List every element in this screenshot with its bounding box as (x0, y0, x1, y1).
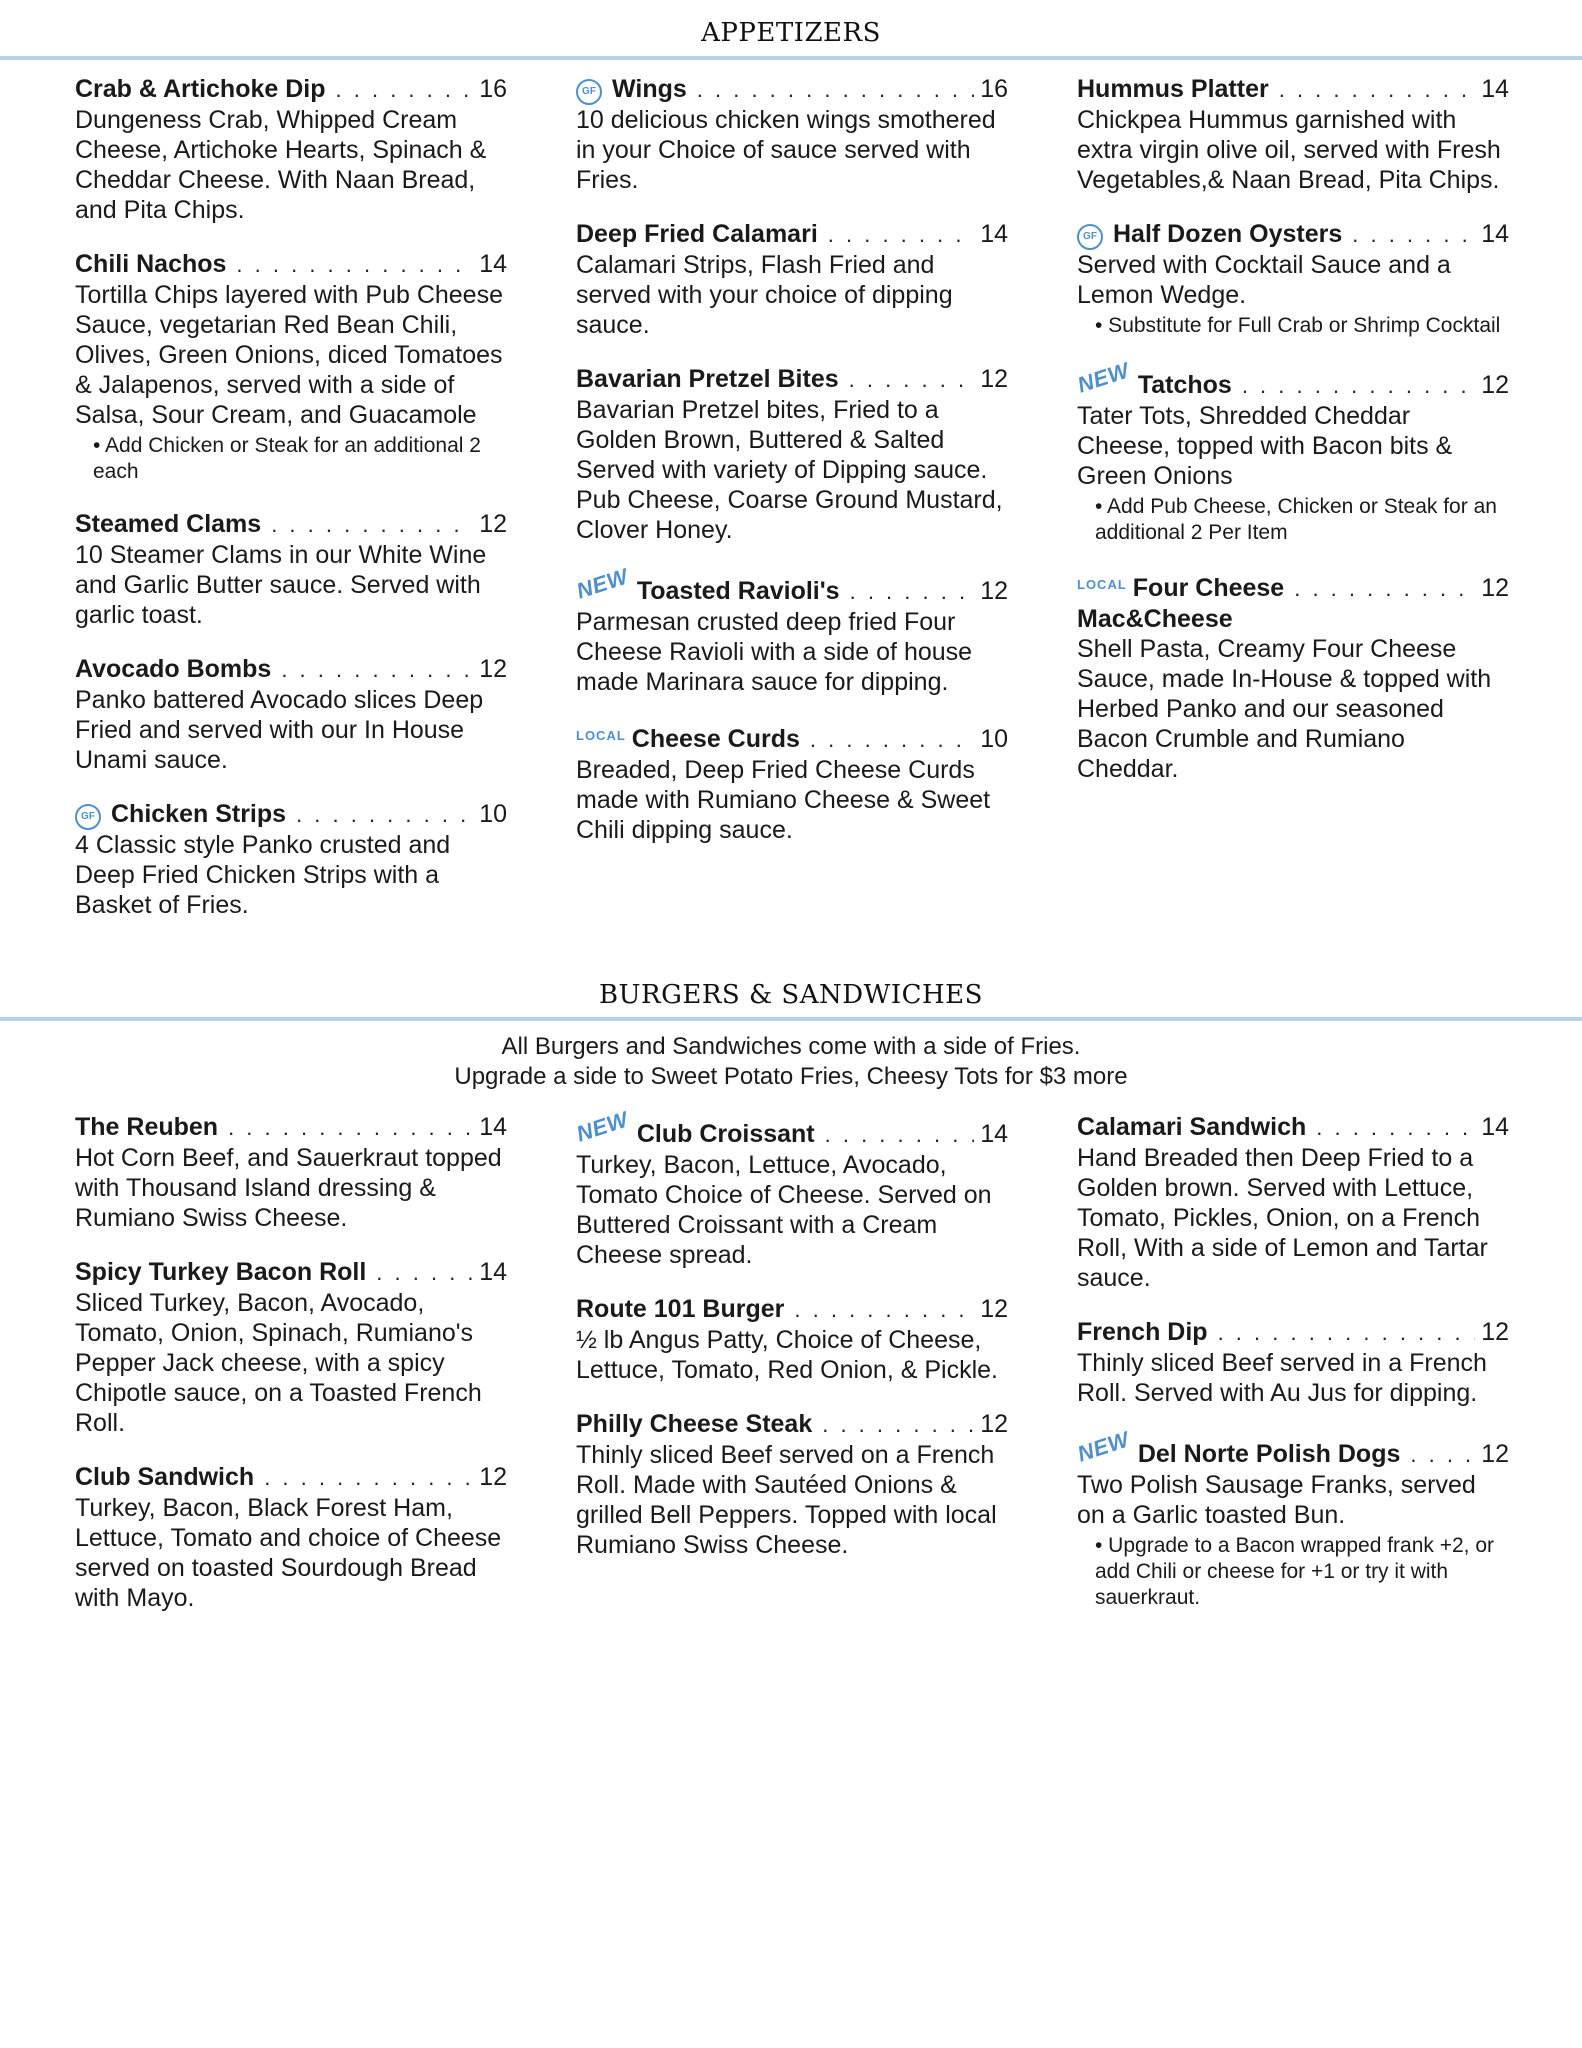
menu-item-note: • Upgrade to a Bacon wrapped frank +2, or add Chili or cheese for +1 or try it with sauerkraut. (1095, 1534, 1495, 1609)
menu-item-description: 10 delicious chicken wings smothered in your Choice of sauce served with Fries. (576, 106, 996, 194)
menu-item-price: 14 (980, 220, 1008, 248)
menu-item-header (1074, 1426, 1509, 1470)
menu-item-name: Cheese Curds (631, 725, 800, 753)
menu-item (1077, 1317, 1509, 1408)
menu-item-title (1077, 1317, 1208, 1347)
menu-item (75, 799, 507, 920)
menu-item-description: Panko battered Avocado slices Deep Fried and served with our In House Unami sauce. (75, 686, 484, 774)
leader-dots (822, 1410, 974, 1440)
menu-item-header (576, 219, 1008, 250)
menu-item-price: 10 (980, 725, 1008, 753)
menu-item-price: 14 (1481, 220, 1509, 248)
menu-item-title (576, 1409, 812, 1439)
new-badge-icon: NEW (573, 1106, 632, 1147)
menu-item-name: Hummus Platter (1077, 75, 1269, 103)
leader-dots (264, 1463, 473, 1493)
menu-item-price: 10 (479, 800, 507, 828)
menu-item-description: Hot Corn Beef, and Sauerkraut topped with Thousand Island dressing & Rumiano Swiss Cheese. (75, 1144, 502, 1232)
appetizers-heading: APPETIZERS (701, 18, 881, 48)
menu-item (576, 1294, 1008, 1385)
menu-item-note: • Add Chicken or Steak for an additional 2 each (93, 434, 481, 483)
menu-item-price: 12 (1481, 371, 1509, 399)
menu-item-description: Bavarian Pretzel bites, Fried to a Golden Brown, Buttered & Salted Served with variety of Dipping sauce. Pub Cheese, Coarse Ground Mustard, Clover Honey. (576, 396, 1003, 544)
menu-item-description: Thinly sliced Beef served in a French Roll. Served with Au Jus for dipping. (1077, 1349, 1487, 1407)
leader-dots (228, 1113, 473, 1143)
menu-item-price: 12 (479, 655, 507, 683)
menu-item-title (576, 364, 839, 394)
menu-item-description: Parmesan crusted deep fried Four Cheese Ravioli with a side of house made Marinara sauce for dipping. (576, 608, 973, 696)
leader-dots (236, 250, 473, 280)
menu-item-name: Chili Nachos (75, 250, 227, 278)
leader-dots (1294, 574, 1475, 604)
burgers-divider (0, 1017, 1582, 1021)
menu-item-header (75, 1257, 507, 1288)
menu-item-price: 16 (980, 75, 1008, 103)
menu-item-title (75, 74, 326, 104)
menu-item-note: • Substitute for Full Crab or Shrimp Cocktail (1095, 314, 1501, 337)
menu-item-header (576, 721, 1008, 755)
menu-item-description: Dungeness Crab, Whipped Cream Cheese, Artichoke Hearts, Spinach & Cheddar Cheese. With Naan Bread, and Pita Chips. (75, 106, 487, 224)
menu-item-note: • Add Pub Cheese, Chicken or Steak for an additional 2 Per Item (1095, 495, 1497, 544)
menu-item (573, 563, 1008, 697)
menu-item-name: Club Croissant (636, 1120, 815, 1148)
menu-item-header (75, 509, 507, 540)
menu-item-header (576, 1294, 1008, 1325)
leader-dots (336, 75, 474, 105)
leader-dots (1410, 1440, 1475, 1470)
menu-item-description: Tortilla Chips layered with Pub Cheese Sauce, vegetarian Red Bean Chili, Olives, Green Onions, diced Tomatoes & Jalapenos, served with a side of Salsa, Sour Cream, and Guacamole (75, 281, 503, 429)
leader-dots (1279, 75, 1475, 105)
menu-item (75, 74, 507, 225)
menu-item-description: Calamari Strips, Flash Fried and served with your choice of dipping sauce. (576, 251, 953, 339)
menu-item-title (75, 1462, 254, 1492)
new-badge-icon: NEW (573, 563, 632, 604)
menu-item-price: 12 (479, 510, 507, 538)
leader-dots (376, 1258, 473, 1288)
menu-item-price: 14 (980, 1120, 1008, 1148)
menu-item-price: 12 (1481, 1440, 1509, 1468)
menu-item (75, 509, 507, 630)
burgers-column-3 (1074, 1112, 1509, 1635)
menu-item-name: The Reuben (75, 1113, 219, 1141)
menu-item-name: Spicy Turkey Bacon Roll (75, 1258, 367, 1286)
menu-item (75, 1112, 507, 1233)
menu-item-price: 14 (1481, 1113, 1509, 1141)
menu-item-header (576, 74, 1008, 105)
menu-item-header (576, 364, 1008, 395)
menu-item-title (1077, 219, 1342, 250)
menu-item-name: Tatchos (1137, 371, 1232, 399)
menu-item-price: 14 (479, 1258, 507, 1286)
menu-item-name: Club Sandwich (75, 1463, 255, 1491)
menu-item (75, 1257, 507, 1438)
menu-item-header (75, 74, 507, 105)
menu-item-name: Toasted Ravioli's (636, 577, 840, 605)
menu-item-price: 12 (1481, 574, 1509, 602)
burgers-column-2 (573, 1106, 1008, 1584)
menu-item (1077, 74, 1509, 195)
menu-item-name: Del Norte Polish Dogs (1137, 1440, 1401, 1468)
menu-item-title (75, 799, 286, 830)
menu-item-description: 10 Steamer Clams in our White Wine and Garlic Butter sauce. Served with garlic toast. (75, 541, 487, 629)
menu-item-header (1077, 570, 1509, 604)
menu-item-title (75, 654, 271, 684)
leader-dots (810, 725, 974, 755)
menu-item (576, 364, 1008, 545)
gluten-free-icon: GF (75, 804, 101, 830)
menu-item-header (576, 1409, 1008, 1440)
leader-dots (825, 1120, 975, 1150)
menu-item-description: Breaded, Deep Fried Cheese Curds made with Rumiano Cheese & Sweet Chili dipping sauce. (576, 756, 991, 844)
leader-dots (1242, 371, 1475, 401)
menu-item-header (1077, 1112, 1509, 1143)
menu-item-title (1077, 1112, 1306, 1142)
menu-item-price: 12 (479, 1463, 507, 1491)
menu-item-header (573, 1106, 1008, 1150)
menu-item-description: Shell Pasta, Creamy Four Cheese Sauce, made In-House & topped with Herbed Panko and our seasoned Bacon Crumble and Rumiano Cheddar. (1077, 635, 1492, 783)
menu-item-title (75, 1257, 366, 1287)
menu-item-price: 14 (479, 1113, 507, 1141)
menu-item-title (576, 1294, 784, 1324)
menu-item-name: Wings (612, 75, 687, 103)
menu-item-title (576, 721, 800, 754)
appetizers-column-1 (75, 74, 507, 944)
menu-item-price: 12 (980, 1410, 1008, 1438)
menu-item-title (75, 249, 226, 279)
menu-item-name: Crab & Artichoke Dip (75, 75, 326, 103)
menu-item (573, 1106, 1008, 1270)
menu-item-name: Deep Fried Calamari (576, 220, 818, 248)
leader-dots (1218, 1318, 1476, 1348)
menu-item-title (1077, 570, 1284, 603)
menu-item-header (1074, 357, 1509, 401)
menu-item-title (573, 563, 840, 606)
menu-item (1077, 570, 1509, 784)
menu-item-title (576, 74, 687, 105)
menu-item-title (576, 219, 818, 249)
leader-dots (850, 577, 975, 607)
leader-dots (794, 1295, 974, 1325)
menu-item-title (1077, 74, 1269, 104)
menu-item-description: 4 Classic style Panko crusted and Deep Fried Chicken Strips with a Basket of Fries. (75, 831, 451, 919)
leader-dots (828, 220, 974, 250)
menu-item-description: Thinly sliced Beef served on a French Roll. Made with Sautéed Onions & grilled Bell Peppers. Topped with local Rumiano Swiss Cheese. (576, 1441, 997, 1559)
menu-item-description: Two Polish Sausage Franks, served on a Garlic toasted Bun. (1077, 1471, 1476, 1529)
menu-item-title (573, 1106, 815, 1149)
new-badge-icon: NEW (1074, 1426, 1133, 1467)
menu-item-description: Tater Tots, Shredded Cheddar Cheese, topped with Bacon bits & Green Onions (1077, 402, 1453, 490)
menu-item-description: Hand Breaded then Deep Fried to a Golden brown. Served with Lettuce, Tomato, Pickles, Onion, on a French Roll, With a side of Lemon and Tartar sauce. (1077, 1144, 1488, 1292)
leader-dots (296, 800, 473, 830)
new-badge-icon: NEW (1074, 357, 1133, 398)
menu-item (1077, 219, 1509, 339)
menu-item (576, 74, 1008, 195)
menu-item-name-line-2: Mac&Cheese (1077, 605, 1233, 633)
burgers-column-1 (75, 1112, 507, 1637)
menu-item-description: Chickpea Hummus garnished with extra virgin olive oil, served with Fresh Vegetables,& Naan Bread, Pita Chips. (1077, 106, 1501, 194)
appetizers-divider (0, 56, 1582, 60)
leader-dots (697, 75, 974, 105)
appetizers-column-3 (1074, 74, 1509, 808)
menu-item-name: French Dip (1077, 1318, 1208, 1346)
menu-item-header (75, 1462, 507, 1493)
menu-item-description: Served with Cocktail Sauce and a Lemon Wedge. (1077, 251, 1451, 309)
menu-item-price: 12 (980, 1295, 1008, 1323)
menu-item-title (75, 1112, 218, 1142)
menu-item-title (1074, 1426, 1401, 1469)
menu-item (75, 654, 507, 775)
appetizers-column-2 (573, 74, 1008, 869)
menu-item-price: 12 (980, 365, 1008, 393)
menu-item-header (1077, 74, 1509, 105)
menu-item-description: Turkey, Bacon, Black Forest Ham, Lettuce, Tomato and choice of Cheese served on toasted Sourdough Bread with Mayo. (75, 1494, 502, 1612)
menu-item (576, 219, 1008, 340)
menu-item (1074, 357, 1509, 546)
menu-item-header (1077, 1317, 1509, 1348)
menu-item-name: Philly Cheese Steak (576, 1410, 813, 1438)
menu-item-name: Route 101 Burger (576, 1295, 785, 1323)
menu-item-header (75, 249, 507, 280)
menu-item (75, 1462, 507, 1613)
menu-item-header (75, 799, 507, 830)
menu-item-title (1074, 357, 1232, 400)
gluten-free-icon: GF (576, 79, 602, 105)
menu-item-name: Avocado Bombs (75, 655, 272, 683)
leader-dots (1316, 1113, 1475, 1143)
leader-dots (1352, 220, 1475, 250)
menu-item-name: Four Cheese (1132, 574, 1285, 602)
menu-item-header (75, 1112, 507, 1143)
burgers-intro (0, 1032, 1582, 1092)
menu-item-name: Calamari Sandwich (1077, 1113, 1307, 1141)
menu-item-name: Half Dozen Oysters (1113, 220, 1343, 248)
menu-item-description: ½ lb Angus Patty, Choice of Cheese, Lettuce, Tomato, Red Onion, & Pickle. (576, 1326, 998, 1384)
menu-item-name: Chicken Strips (111, 800, 287, 828)
menu-item-price: 12 (1481, 1318, 1509, 1346)
burgers-heading: BURGERS & SANDWICHES (599, 980, 983, 1010)
menu-item-name: Bavarian Pretzel Bites (576, 365, 839, 393)
menu-item-price: 16 (479, 75, 507, 103)
gluten-free-icon: GF (1077, 224, 1103, 250)
menu-item-description: Sliced Turkey, Bacon, Avocado, Tomato, Onion, Spinach, Rumiano's Pepper Jack cheese, with a spicy Chipotle sauce, on a Toasted French Roll. (75, 1289, 482, 1437)
menu-item (576, 1409, 1008, 1560)
leader-dots (849, 365, 975, 395)
menu-item (1077, 1112, 1509, 1293)
menu-item-price: 12 (980, 577, 1008, 605)
menu-item (75, 249, 507, 485)
menu-item-price: 14 (479, 250, 507, 278)
burgers-intro-line-1: All Burgers and Sandwiches come with a side of Fries. (501, 1033, 1081, 1060)
menu-item-price: 14 (1481, 75, 1509, 103)
local-badge-icon: LOCAL (1077, 577, 1127, 592)
menu-item-header (1077, 219, 1509, 250)
leader-dots (271, 510, 473, 540)
menu-item-description: Turkey, Bacon, Lettuce, Avocado, Tomato Choice of Cheese. Served on Buttered Croissant with a Cream Cheese spread. (576, 1151, 992, 1269)
menu-item-header (75, 654, 507, 685)
leader-dots (281, 655, 473, 685)
menu-item-name: Steamed Clams (75, 510, 262, 538)
local-badge-icon: LOCAL (576, 728, 626, 743)
menu-item-header (573, 563, 1008, 607)
menu-item (576, 721, 1008, 845)
menu-item-title (75, 509, 261, 539)
burgers-intro-line-2: Upgrade a side to Sweet Potato Fries, Cheesy Tots for $3 more (454, 1063, 1128, 1090)
menu-item (1074, 1426, 1509, 1611)
